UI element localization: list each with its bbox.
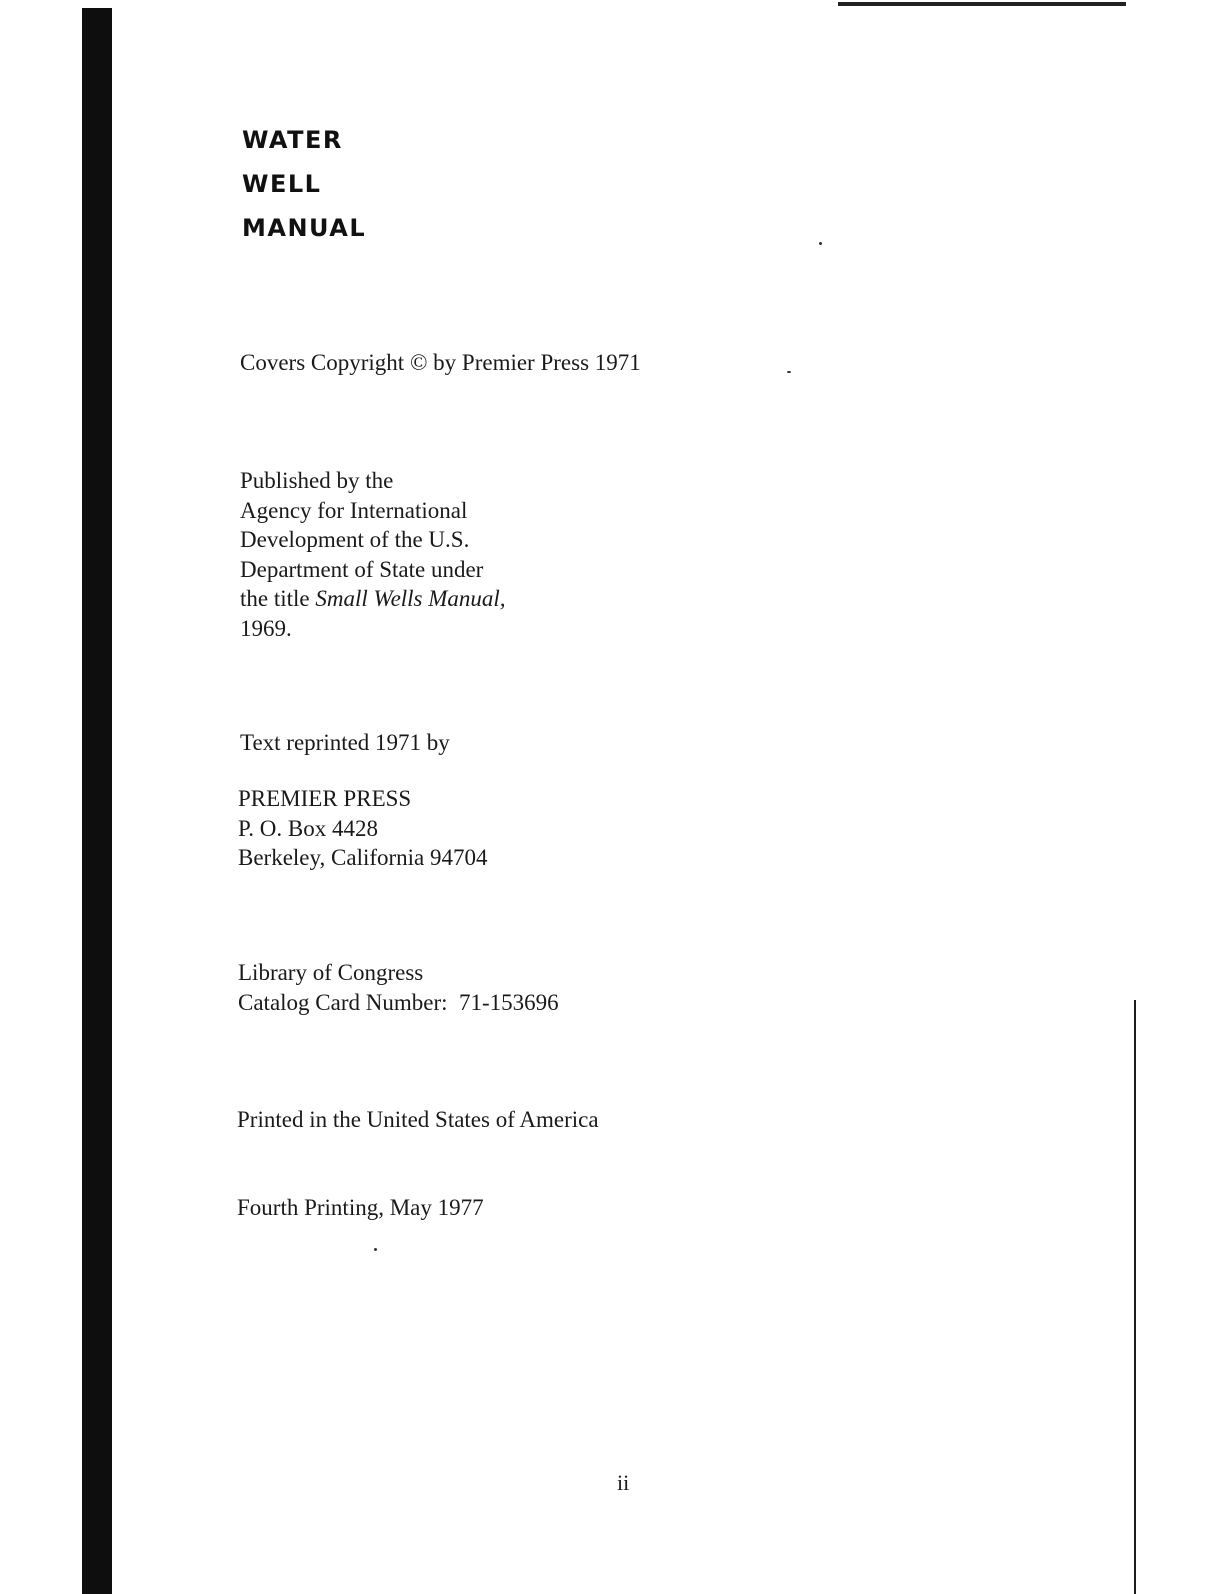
publisher-po-box: P. O. Box 4428: [238, 815, 378, 841]
scan-right-rule: [1134, 1000, 1136, 1594]
printing-text: Fourth Printing, May 1977: [237, 1195, 484, 1220]
original-title: Small Wells Manual,: [315, 586, 506, 611]
scan-speck: [374, 1248, 377, 1251]
published-line: Agency for International: [240, 497, 468, 523]
title-prefix: the title: [240, 586, 316, 611]
scan-binding-edge: [82, 8, 112, 1594]
title-line-manual: MANUAL: [242, 214, 367, 242]
publication-info: [240, 466, 506, 643]
printed-in-text: Printed in the United States of America: [237, 1107, 599, 1132]
publisher-address: [238, 784, 488, 873]
scan-top-rule: [838, 2, 1126, 6]
published-line: Development of the U.S.: [240, 527, 470, 552]
page-number: ii: [617, 1470, 630, 1495]
library-line: Library of Congress: [238, 960, 424, 985]
published-title-line: [240, 584, 506, 614]
printing-info: [237, 1193, 484, 1223]
title-line-water: WATER: [242, 126, 343, 154]
reprint-line: Text reprinted 1971 by: [240, 730, 450, 755]
library-of-congress: [238, 958, 559, 1017]
scan-speck: [819, 242, 822, 245]
catalog-number-line: Catalog Card Number: 71-153696: [238, 989, 559, 1015]
copyright-notice: [240, 348, 641, 378]
scan-speck: [787, 371, 791, 373]
publisher-city: Berkeley, California 94704: [238, 845, 488, 870]
title-line-well: WELL: [242, 170, 322, 198]
published-year: 1969.: [240, 615, 292, 641]
printed-in: [237, 1105, 599, 1135]
reprint-info: [240, 728, 450, 758]
copyright-text: Covers Copyright © by Premier Press 1971: [240, 350, 641, 375]
publisher-name: PREMIER PRESS: [238, 786, 412, 811]
published-line: Published by the: [240, 468, 394, 493]
published-line: Department of State under: [240, 556, 484, 582]
